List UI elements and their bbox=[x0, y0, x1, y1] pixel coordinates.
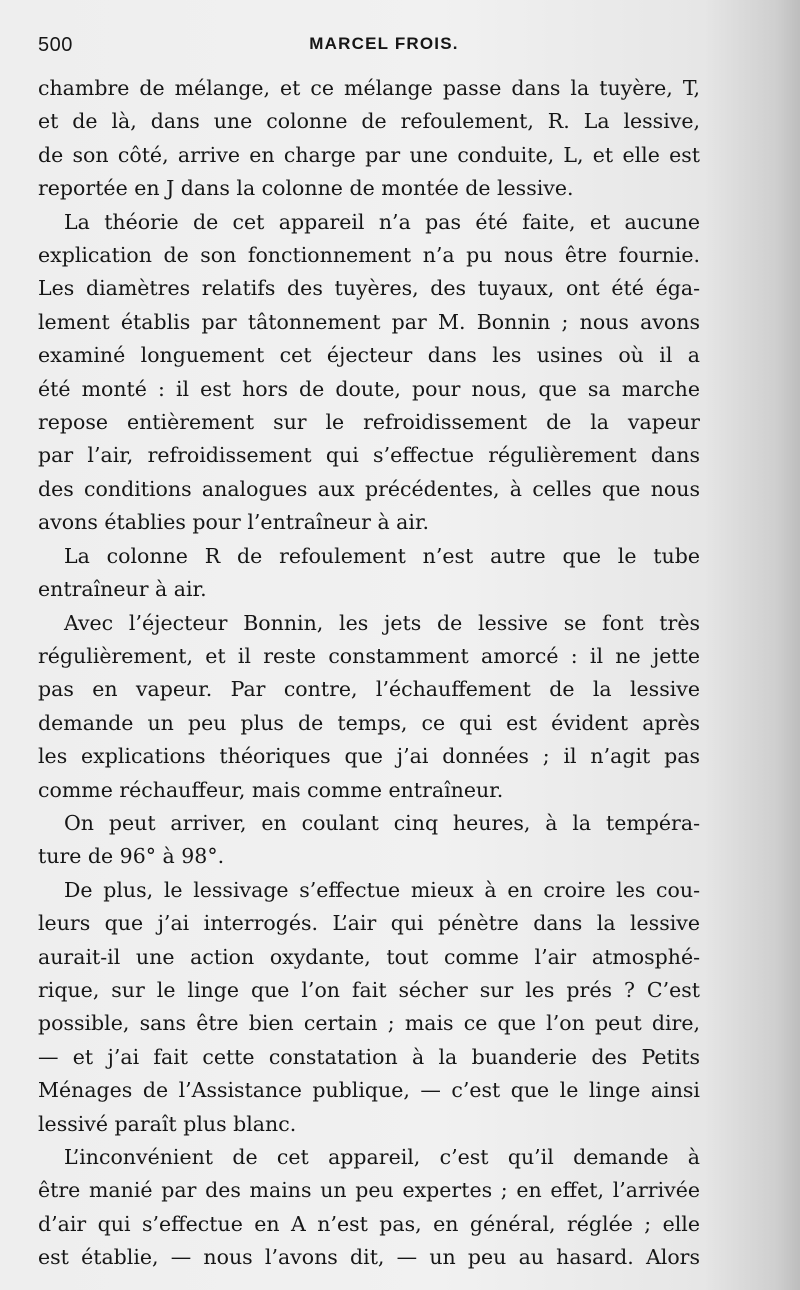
text-line: La colonne R de refoulement n’est autre que le tube bbox=[64, 543, 700, 568]
text-line: avons établies pour l’entraîneur à air. bbox=[38, 510, 430, 535]
body-text bbox=[38, 72, 700, 1275]
text-line: ture de 96° à 98°. bbox=[38, 844, 225, 869]
page-number: 500 bbox=[38, 34, 73, 56]
text-line: et de là, dans une colonne de refoulement, R. La lessive, bbox=[38, 109, 700, 134]
text-line: Ménages de l’Assistance publique, — c’est que le linge ainsi bbox=[38, 1078, 700, 1103]
text-line: leurs que j’ai interrogés. L’air qui pénètre dans la lessive bbox=[38, 911, 700, 936]
text-line: lessivé paraît plus blanc. bbox=[38, 1111, 297, 1136]
text-line: Les diamètres relatifs des tuyères, des tuyaux, ont été éga- bbox=[38, 276, 700, 301]
text-line: De plus, le lessivage s’effectue mieux à en croire les cou- bbox=[64, 877, 700, 902]
text-line: repose entièrement sur le refroidissement de la vapeur bbox=[38, 410, 700, 435]
page-header bbox=[38, 34, 700, 64]
text-line: les explications théoriques que j’ai données ; il n’agit pas bbox=[38, 744, 700, 769]
text-line: comme réchauffeur, mais comme entraîneur. bbox=[38, 777, 504, 802]
text-line: pas en vapeur. Par contre, l’échauffement de la lessive bbox=[38, 677, 700, 702]
text-line: aurait-il une action oxydante, tout comme l’air atmosphé- bbox=[38, 944, 700, 969]
text-line: — et j’ai fait cette constatation à la buanderie des Petits bbox=[38, 1044, 700, 1069]
text-line: de son côté, arrive en charge par une conduite, L, et elle est bbox=[38, 142, 700, 167]
text-line: est établie, — nous l’avons dit, — un peu au hasard. Alors bbox=[38, 1245, 700, 1270]
text-line: Avec l’éjecteur Bonnin, les jets de lessive se font très bbox=[64, 610, 700, 635]
running-head: MARCEL FROIS. bbox=[309, 34, 459, 53]
text-line: lement établis par tâtonnement par M. Bonnin ; nous avons bbox=[38, 309, 700, 334]
text-line: été monté : il est hors de doute, pour nous, que sa marche bbox=[38, 376, 700, 401]
text-line: La théorie de cet appareil n’a pas été faite, et aucune bbox=[64, 209, 700, 234]
text-line: demande un peu plus de temps, ce qui est évident après bbox=[38, 710, 700, 735]
text-line: par l’air, refroidissement qui s’effectue régulièrement dans bbox=[38, 443, 700, 468]
text-line: examiné longuement cet éjecteur dans les usines où il a bbox=[38, 343, 700, 368]
text-line: être manié par des mains un peu expertes ; en effet, l’arrivée bbox=[38, 1178, 700, 1203]
text-line: reportée en J dans la colonne de montée de lessive. bbox=[38, 176, 574, 201]
text-line: rique, sur le linge que l’on fait sécher sur les prés ? C’est bbox=[38, 977, 700, 1002]
text-line: L’inconvénient de cet appareil, c’est qu’il demande à bbox=[64, 1145, 700, 1169]
text-line: entraîneur à air. bbox=[38, 577, 207, 602]
text-line: chambre de mélange, et ce mélange passe dans la tuyère, T, bbox=[38, 76, 700, 100]
text-line: régulièrement, et il reste constamment amorcé : il ne jette bbox=[38, 643, 700, 668]
text-line: possible, sans être bien certain ; mais ce que l’on peut dire, bbox=[38, 1011, 700, 1036]
text-line: d’air qui s’effectue en A n’est pas, en général, réglée ; elle bbox=[38, 1211, 700, 1236]
text-line: explication de son fonctionnement n’a pu nous être fournie. bbox=[38, 243, 700, 268]
text-line: des conditions analogues aux précédentes, à celles que nous bbox=[38, 476, 700, 501]
text-line: On peut arriver, en coulant cinq heures, à la tempéra- bbox=[64, 810, 700, 835]
